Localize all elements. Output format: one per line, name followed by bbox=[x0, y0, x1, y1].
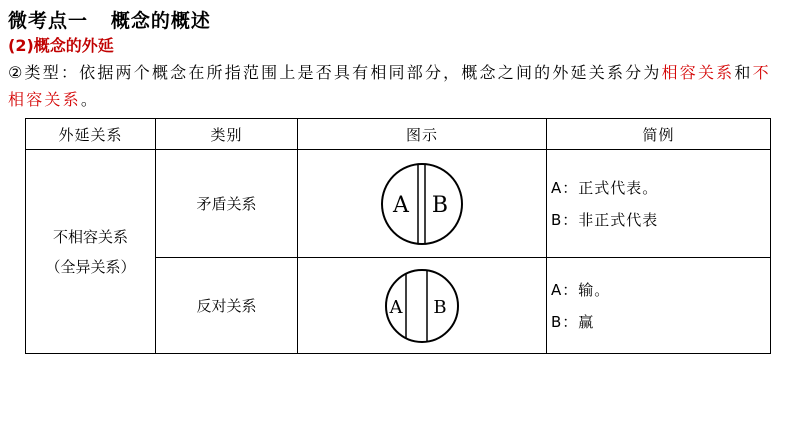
header-diagram: 图示 bbox=[298, 119, 547, 150]
example-cell bbox=[547, 258, 771, 354]
intro-prefix: ②类型：依据两个概念在所指范围上是否具有相同部分，概念之间的外延关系分为 bbox=[8, 63, 662, 82]
contradictory-diagram bbox=[377, 159, 467, 249]
circle-label-b: B bbox=[433, 296, 447, 318]
example-cell bbox=[547, 150, 771, 258]
example-a: A：输。 bbox=[551, 280, 611, 299]
term-compatible: 相容关系 bbox=[661, 63, 735, 82]
header-example: 简例 bbox=[547, 119, 771, 150]
circle-label-a: A bbox=[393, 192, 409, 218]
example-b: B：赢 bbox=[551, 312, 595, 331]
header-extension-relation: 外延关系 bbox=[26, 119, 156, 150]
header-category: 类别 bbox=[156, 119, 298, 150]
circle-label-a: A bbox=[389, 296, 403, 318]
intro-connector: 和 bbox=[734, 63, 753, 82]
term-incompatible: 不相容关系 bbox=[8, 63, 771, 109]
category-cell: 反对关系 bbox=[156, 258, 298, 354]
table-header-row bbox=[26, 119, 771, 150]
extension-relations-table bbox=[25, 118, 771, 354]
contrary-diagram bbox=[382, 266, 462, 346]
example-b: B：非正式代表 bbox=[551, 210, 659, 229]
example-a: A：正式代表。 bbox=[551, 178, 659, 197]
page-title: 微考点一 概念的概述 bbox=[8, 10, 211, 32]
group-label: 不相容关系 bbox=[52, 227, 128, 246]
diagram-cell bbox=[298, 258, 547, 354]
table-row bbox=[26, 150, 771, 258]
circle-label-b: B bbox=[431, 192, 449, 218]
group-cell bbox=[26, 150, 156, 354]
intro-paragraph bbox=[8, 59, 788, 113]
intro-suffix: 。 bbox=[80, 90, 100, 109]
category-cell: 矛盾关系 bbox=[156, 150, 298, 258]
group-sublabel: （全异关系） bbox=[45, 257, 136, 276]
section-subtitle: (2)概念的外延 bbox=[8, 36, 114, 55]
diagram-cell bbox=[298, 150, 547, 258]
